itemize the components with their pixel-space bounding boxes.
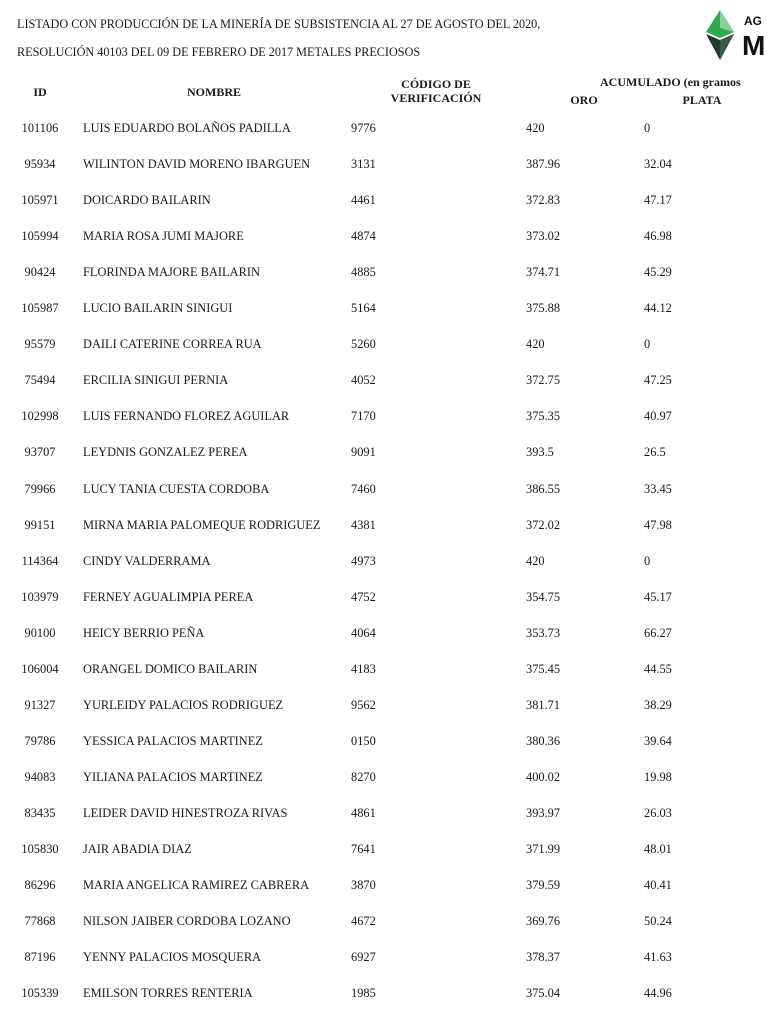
cell-oro: 374.71 xyxy=(526,265,561,280)
cell-id: 99151 xyxy=(24,517,56,532)
cell-codigo: 3870 xyxy=(351,878,376,893)
table-row xyxy=(0,434,768,470)
cell-codigo: 7460 xyxy=(351,481,376,496)
cell-nombre: LEYDNIS GONZALEZ PEREA xyxy=(83,445,248,460)
cell-codigo: 8270 xyxy=(351,769,376,784)
cell-plata: 47.17 xyxy=(644,193,672,208)
cell-oro: 378.37 xyxy=(526,950,561,965)
cell-oro: 375.35 xyxy=(526,409,561,424)
logo-diamond-icon xyxy=(704,8,744,64)
cell-nombre: WILINTON DAVID MORENO IBARGUEN xyxy=(83,157,311,172)
table-row xyxy=(0,867,768,903)
cell-nombre: DOICARDO BAILARIN xyxy=(83,193,211,208)
document-title xyxy=(17,3,657,73)
cell-id: 90424 xyxy=(24,265,56,280)
table-row xyxy=(0,903,768,939)
table-row xyxy=(0,362,768,398)
cell-codigo: 5260 xyxy=(351,337,376,352)
table-row xyxy=(0,759,768,795)
cell-plata: 0 xyxy=(644,121,651,135)
cell-codigo: 4752 xyxy=(351,589,376,604)
cell-codigo: 9562 xyxy=(351,697,376,712)
cell-nombre: MIRNA MARIA PALOMEQUE RODRIGUEZ xyxy=(83,517,321,532)
cell-oro: 380.36 xyxy=(526,733,561,748)
table-row xyxy=(0,615,768,651)
logo-text-top: AG xyxy=(744,14,762,28)
cell-id: 83435 xyxy=(24,805,56,820)
cell-plata: 66.27 xyxy=(644,625,672,640)
cell-oro: 420 xyxy=(526,553,545,568)
table-row xyxy=(0,939,768,975)
cell-nombre: ERCILIA SINIGUI PERNIA xyxy=(83,373,229,388)
cell-plata: 44.55 xyxy=(644,661,672,676)
cell-codigo: 4064 xyxy=(351,625,376,640)
cell-codigo: 3131 xyxy=(351,157,376,172)
cell-nombre: LUIS FERNANDO FLOREZ AGUILAR xyxy=(83,409,290,424)
cell-nombre: ORANGEL DOMICO BAILARIN xyxy=(83,661,258,676)
cell-plata: 50.24 xyxy=(644,914,672,929)
cell-nombre: MARIA ANGELICA RAMIREZ CABRERA xyxy=(83,878,310,893)
cell-id: 77868 xyxy=(24,914,56,929)
cell-nombre: YURLEIDY PALACIOS RODRIGUEZ xyxy=(83,697,284,712)
cell-nombre: YESSICA PALACIOS MARTINEZ xyxy=(83,733,263,748)
cell-id: 93707 xyxy=(24,445,56,460)
table-row xyxy=(0,687,768,723)
cell-nombre: FERNEY AGUALIMPIA PEREA xyxy=(83,589,254,604)
cell-nombre: FLORINDA MAJORE BAILARIN xyxy=(83,265,260,280)
cell-plata: 0 xyxy=(644,553,651,568)
cell-oro: 353.73 xyxy=(526,625,561,640)
cell-nombre: EMILSON TORRES RENTERIA xyxy=(83,986,253,1001)
cell-oro: 371.99 xyxy=(526,842,561,856)
cell-nombre: CINDY VALDERRAMA xyxy=(83,553,211,568)
cell-nombre: YENNY PALACIOS MOSQUERA xyxy=(83,950,262,965)
cell-codigo: 4874 xyxy=(351,229,376,244)
cell-oro: 386.55 xyxy=(526,481,561,496)
cell-plata: 32.04 xyxy=(644,157,672,172)
table-row xyxy=(0,110,768,146)
table-row xyxy=(0,975,768,1011)
cell-codigo: 6927 xyxy=(351,950,376,965)
cell-codigo: 9091 xyxy=(351,445,376,460)
table-row xyxy=(0,254,768,290)
cell-plata: 44.12 xyxy=(644,301,672,316)
cell-oro: 372.75 xyxy=(526,373,561,388)
cell-plata: 47.25 xyxy=(644,373,672,388)
cell-id: 75494 xyxy=(24,373,56,388)
cell-id: 105971 xyxy=(21,193,59,208)
cell-codigo: 4672 xyxy=(351,914,376,929)
cell-oro: 369.76 xyxy=(526,914,561,929)
cell-id: 79966 xyxy=(24,481,56,496)
cell-id: 105339 xyxy=(21,986,59,1001)
cell-codigo: 7170 xyxy=(351,409,376,424)
cell-codigo: 9776 xyxy=(351,121,376,135)
cell-plata: 38.29 xyxy=(644,697,672,712)
cell-plata: 45.29 xyxy=(644,265,672,280)
cell-oro: 372.83 xyxy=(526,193,561,208)
cell-plata: 33.45 xyxy=(644,481,672,496)
table-row xyxy=(0,290,768,326)
cell-oro: 379.59 xyxy=(526,878,561,893)
cell-id: 102998 xyxy=(21,409,59,424)
header-acumulado: ACUMULADO (en gramos xyxy=(600,75,741,89)
cell-id: 95934 xyxy=(24,157,56,172)
cell-plata: 26.03 xyxy=(644,805,672,820)
cell-nombre: LUCIO BAILARIN SINIGUI xyxy=(83,301,233,316)
cell-codigo: 4183 xyxy=(351,661,376,676)
cell-plata: 46.98 xyxy=(644,229,672,244)
cell-nombre: LUCY TANIA CUESTA CORDOBA xyxy=(83,481,270,496)
cell-oro: 420 xyxy=(526,121,545,135)
cell-nombre: DAILI CATERINE CORREA RUA xyxy=(83,337,262,352)
agency-logo xyxy=(704,8,768,64)
cell-oro: 420 xyxy=(526,337,545,352)
cell-id: 105994 xyxy=(21,229,59,244)
cell-oro: 375.88 xyxy=(526,301,561,316)
cell-nombre: YILIANA PALACIOS MARTINEZ xyxy=(83,769,263,784)
header-nombre: NOMBRE xyxy=(187,85,241,99)
cell-id: 95579 xyxy=(24,337,56,352)
header-oro: ORO xyxy=(570,93,598,107)
cell-codigo: 5164 xyxy=(351,301,376,316)
cell-plata: 48.01 xyxy=(644,842,672,856)
cell-id: 114364 xyxy=(21,553,59,568)
table-row xyxy=(0,723,768,759)
cell-codigo: 4052 xyxy=(351,373,376,388)
cell-id: 91327 xyxy=(24,697,56,712)
cell-oro: 381.71 xyxy=(526,697,561,712)
table-row xyxy=(0,471,768,507)
title-line-2: RESOLUCIÓN 40103 DEL 09 DE FEBRERO DE 2017 METALES PRECIOSOS xyxy=(17,45,421,59)
cell-nombre: NILSON JAIBER CORDOBA LOZANO xyxy=(83,914,291,929)
cell-plata: 41.63 xyxy=(644,950,672,965)
cell-plata: 0 xyxy=(644,337,651,352)
cell-oro: 375.04 xyxy=(526,986,561,1001)
title-line-1: LISTADO CON PRODUCCIÓN DE LA MINERÍA DE SUBSISTENCIA AL 27 DE AGOSTO DEL 2020, xyxy=(17,17,541,31)
cell-plata: 40.41 xyxy=(644,878,672,893)
cell-id: 101106 xyxy=(21,121,59,135)
header-id: ID xyxy=(33,85,47,99)
cell-codigo: 4973 xyxy=(351,553,376,568)
cell-nombre: HEICY BERRIO PEÑA xyxy=(83,625,205,640)
table-row xyxy=(0,651,768,687)
header-codigo: CÓDIGO DE VERIFICACIÓN xyxy=(390,77,482,105)
cell-plata: 26.5 xyxy=(644,445,666,460)
header-plata: PLATA xyxy=(682,93,722,107)
table-row xyxy=(0,795,768,831)
table-row xyxy=(0,398,768,434)
cell-codigo: 7641 xyxy=(351,842,376,856)
cell-codigo: 1985 xyxy=(351,986,376,1001)
cell-codigo: 4885 xyxy=(351,265,376,280)
cell-plata: 19.98 xyxy=(644,769,672,784)
cell-oro: 393.97 xyxy=(526,805,561,820)
cell-codigo: 4381 xyxy=(351,517,376,532)
table-row xyxy=(0,831,768,867)
cell-id: 90100 xyxy=(24,625,56,640)
cell-oro: 387.96 xyxy=(526,157,561,172)
table-row xyxy=(0,543,768,579)
cell-codigo: 4461 xyxy=(351,193,376,208)
table-row xyxy=(0,507,768,543)
cell-id: 94083 xyxy=(24,769,56,784)
cell-id: 103979 xyxy=(21,589,59,604)
cell-id: 105987 xyxy=(21,301,59,316)
table-row xyxy=(0,182,768,218)
cell-oro: 354.75 xyxy=(526,589,561,604)
cell-id: 105830 xyxy=(21,842,59,856)
cell-plata: 39.64 xyxy=(644,733,672,748)
cell-oro: 375.45 xyxy=(526,661,561,676)
cell-codigo: 0150 xyxy=(351,733,376,748)
cell-plata: 45.17 xyxy=(644,589,672,604)
cell-id: 106004 xyxy=(21,661,59,676)
cell-id: 87196 xyxy=(24,950,56,965)
table-row xyxy=(0,218,768,254)
cell-oro: 393.5 xyxy=(526,445,554,460)
cell-plata: 47.98 xyxy=(644,517,672,532)
cell-nombre: JAIR ABADIA DIAZ xyxy=(83,842,192,856)
cell-plata: 44.96 xyxy=(644,986,672,1001)
table-row xyxy=(0,146,768,182)
cell-id: 86296 xyxy=(24,878,56,893)
table-row xyxy=(0,579,768,615)
cell-nombre: LUIS EDUARDO BOLAÑOS PADILLA xyxy=(83,121,291,135)
cell-nombre: MARIA ROSA JUMI MAJORE xyxy=(83,229,244,244)
cell-oro: 372.02 xyxy=(526,517,561,532)
cell-codigo: 4861 xyxy=(351,805,376,820)
table-row xyxy=(0,326,768,362)
logo-text-big: M xyxy=(742,30,766,61)
cell-oro: 400.02 xyxy=(526,769,561,784)
cell-nombre: LEIDER DAVID HINESTROZA RIVAS xyxy=(83,805,288,820)
cell-oro: 373.02 xyxy=(526,229,561,244)
cell-plata: 40.97 xyxy=(644,409,672,424)
cell-id: 79786 xyxy=(24,733,56,748)
